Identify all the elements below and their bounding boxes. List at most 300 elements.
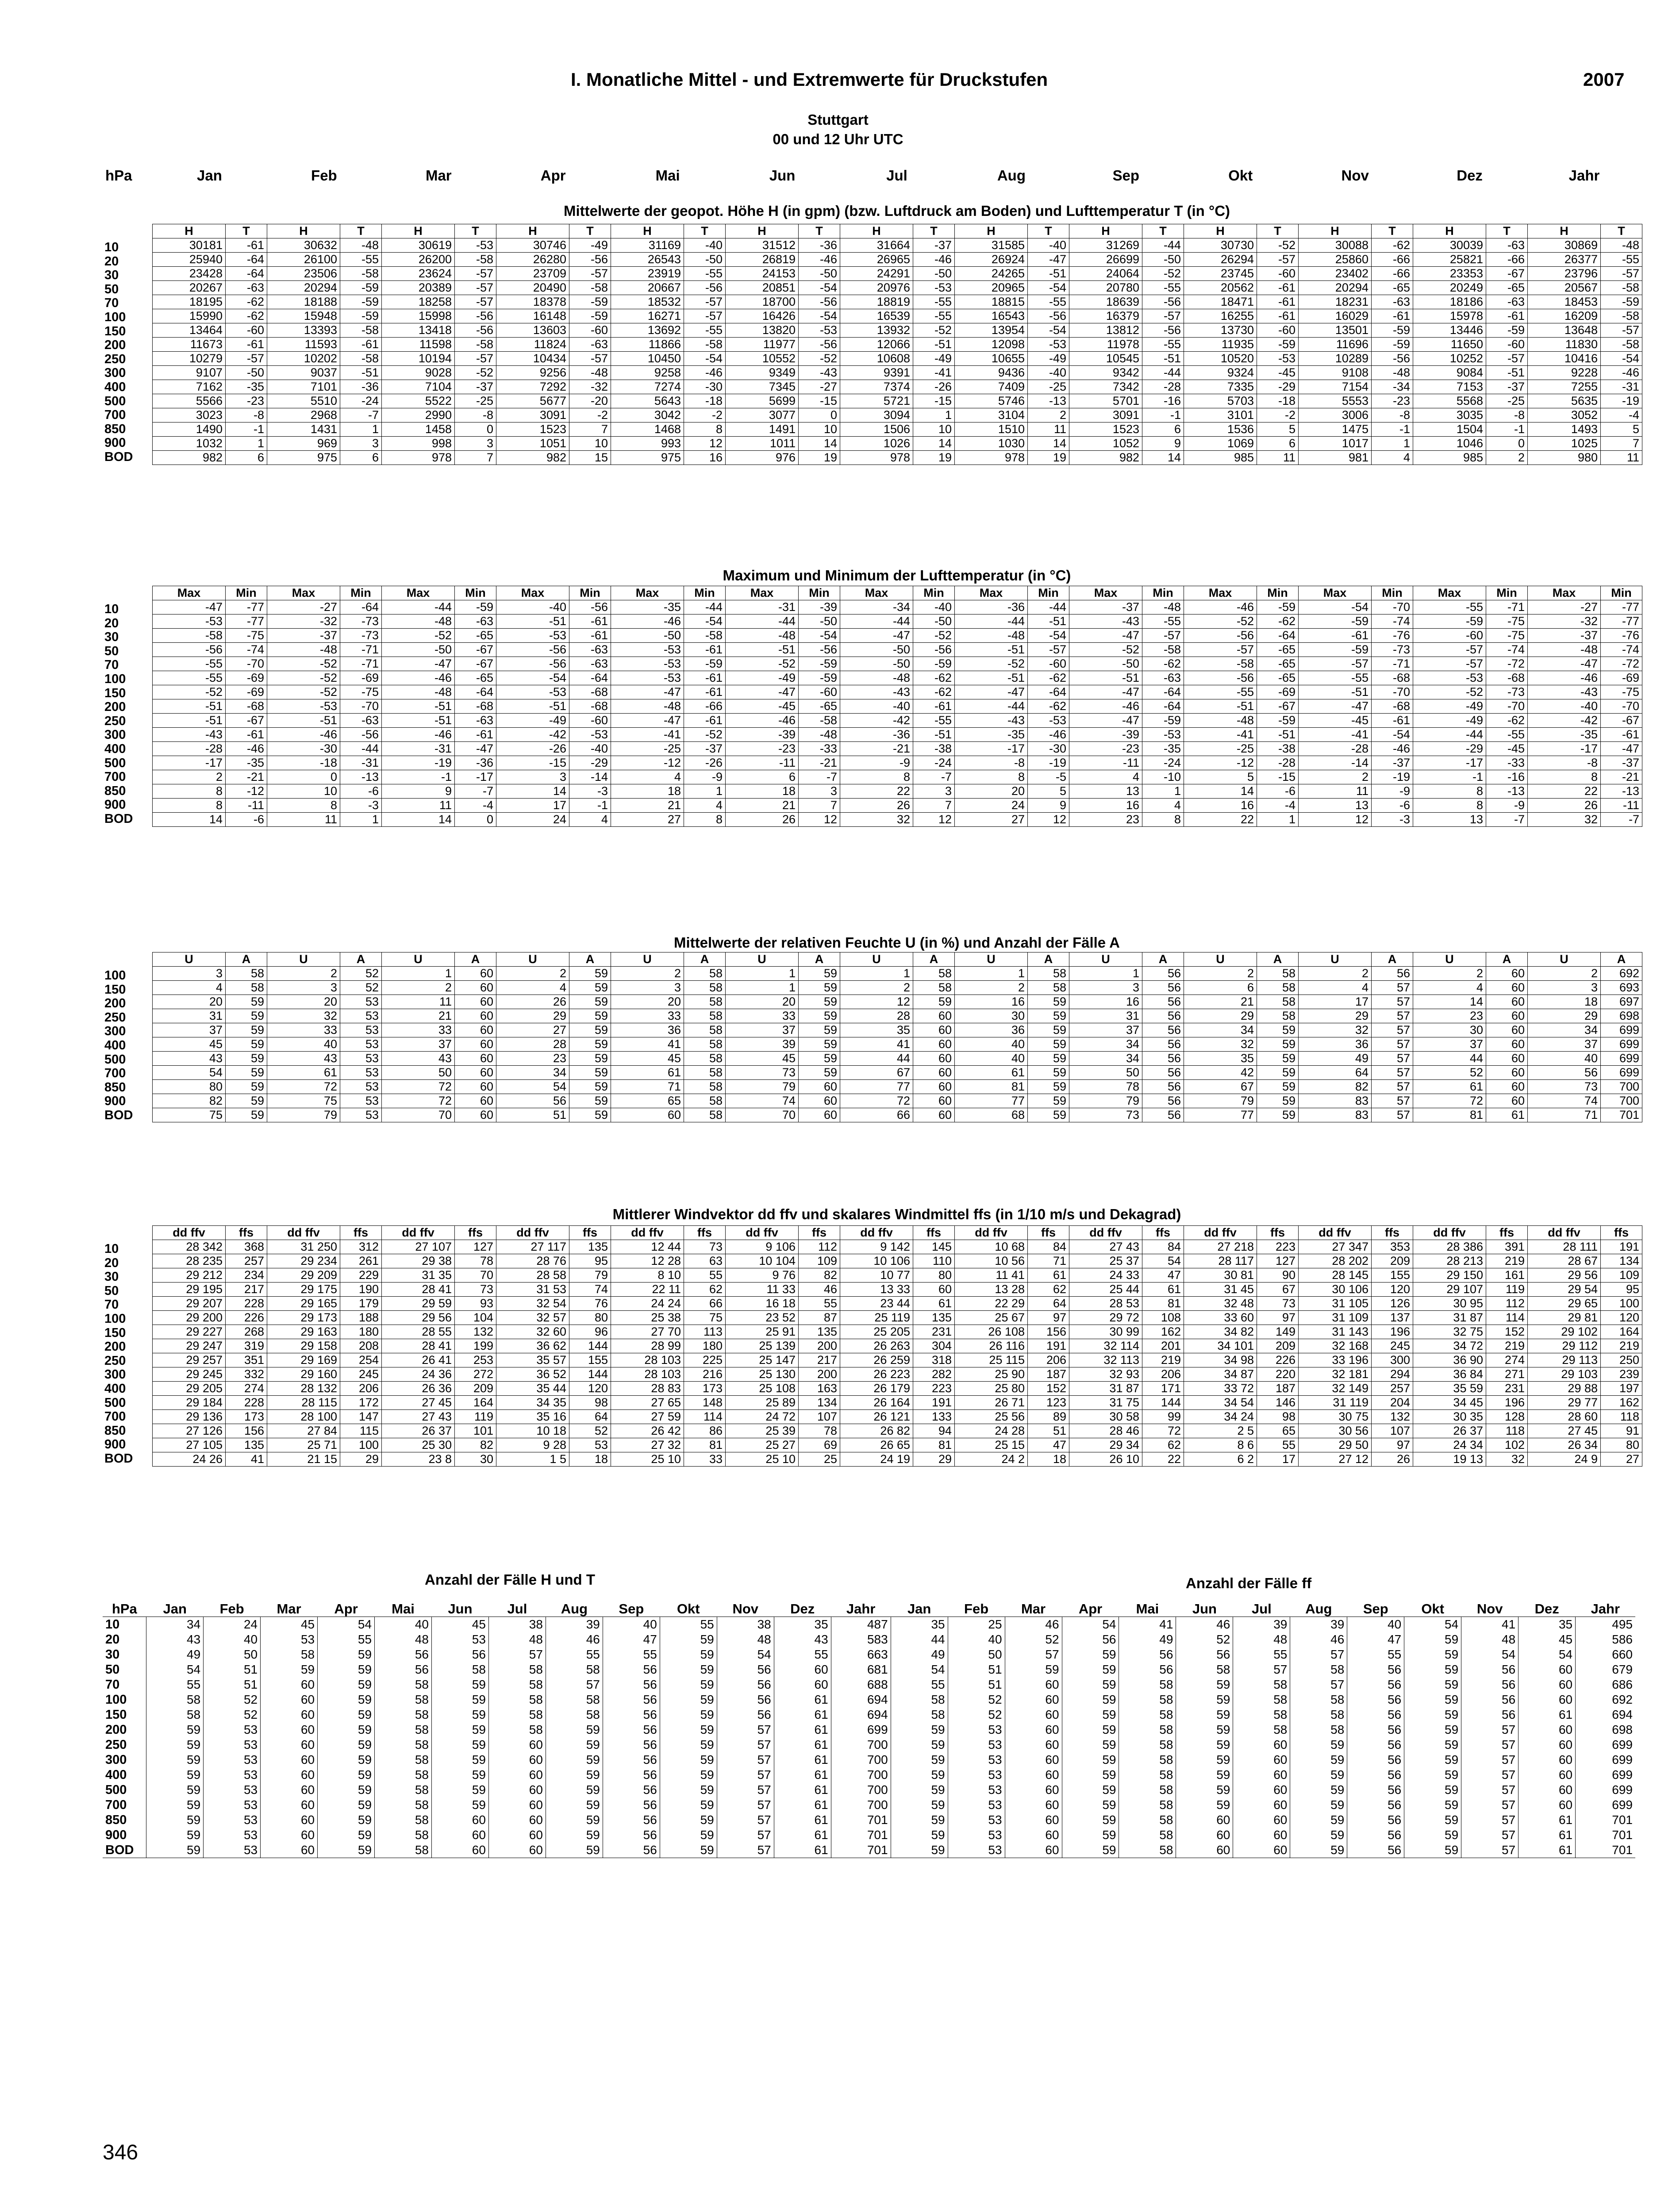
month-label: Jan [163, 1601, 187, 1617]
level-label: 400 [104, 1381, 126, 1396]
table-cell: 60 [1518, 1797, 1576, 1813]
table-cell: 35 44 [496, 1382, 569, 1396]
table-cell: -40 [1028, 366, 1069, 380]
table-cell: 982 [1069, 451, 1142, 465]
table-cell: 2968 [267, 408, 340, 422]
table-cell: 15948 [267, 309, 340, 323]
table-cell: 164 [455, 1396, 496, 1410]
table-cell: 25 205 [840, 1325, 913, 1339]
table-cell: -74 [1486, 643, 1528, 657]
table-cell: -51 [496, 699, 569, 714]
table-cell: -35 [611, 600, 684, 614]
table-cell: 701 [1576, 1843, 1635, 1858]
table-cell: -50 [611, 629, 684, 643]
table-cell: 91 [1601, 1424, 1642, 1438]
table-cell: 28 76 [496, 1254, 569, 1268]
table-cell: 59 [799, 1023, 840, 1037]
table-cell: 3035 [1413, 408, 1486, 422]
column-header: Max [726, 586, 799, 600]
table-cell: 1 [684, 784, 726, 799]
table-cell: -1 [1372, 422, 1413, 437]
table-cell: 59 [318, 1722, 375, 1737]
table-cell: 52 [204, 1692, 261, 1707]
table-cell: 234 [226, 1268, 267, 1283]
table-cell: 17 [496, 799, 569, 813]
table-cell: 56 [1347, 1813, 1404, 1828]
table-cell: -41 [1184, 728, 1257, 742]
level-label: 50 [105, 1663, 120, 1677]
table-cell: 1 [382, 967, 455, 981]
level-label: 500 [104, 756, 126, 770]
table-cell: 27 65 [611, 1396, 684, 1410]
table-cell: 30619 [382, 238, 455, 253]
column-header: dd ffv [153, 1226, 226, 1240]
table-cell: 81 [955, 1080, 1028, 1094]
table-cell: 1030 [955, 437, 1028, 451]
column-header: Max [1184, 586, 1257, 600]
table-cell: -24 [913, 756, 955, 770]
table-cell: -26 [684, 756, 726, 770]
table-cell: 51 [496, 1108, 569, 1122]
table-cell: 70 [455, 1268, 496, 1283]
table-cell: -52 [455, 366, 496, 380]
table-cell: -19 [382, 756, 455, 770]
table-cell: 8 [840, 770, 913, 784]
table-cell: -50 [1069, 657, 1142, 671]
table-cell: -8 [455, 408, 496, 422]
table-cell: 58 [375, 1752, 432, 1767]
month-label: Jahr [1568, 167, 1600, 184]
month-label: Jun [1192, 1601, 1217, 1617]
table-cell: -51 [1486, 366, 1528, 380]
table-cell: -13 [340, 770, 382, 784]
table-cell: 4 [153, 981, 226, 995]
table-cell: -23 [226, 394, 267, 408]
table-cell: -57 [1257, 253, 1299, 267]
table-cell: -55 [913, 295, 955, 309]
table-cell: 56 [1461, 1692, 1518, 1707]
table-cell: -19 [1372, 770, 1413, 784]
table-cell: -29 [1257, 380, 1299, 394]
table-cell: 59 [891, 1797, 948, 1813]
table-cell: 28 99 [611, 1339, 684, 1353]
table-cell: 79 [1069, 1094, 1142, 1108]
table-cell: -35 [226, 756, 267, 770]
table-cell: 239 [1601, 1367, 1642, 1382]
level-label: 150 [104, 1325, 126, 1340]
table-cell: 692 [1576, 1692, 1635, 1707]
table-cell: 29 [340, 1452, 382, 1467]
table-cell: 58 [684, 1009, 726, 1023]
table-cell: 77 [840, 1080, 913, 1094]
table-cell: -37 [267, 629, 340, 643]
table-cell: -49 [913, 352, 955, 366]
table-cell: 120 [1601, 1311, 1642, 1325]
table-cell: -52 [1413, 685, 1486, 699]
table-cell: 99 [1142, 1410, 1184, 1424]
column-header: H [611, 224, 684, 238]
table-cell: -17 [455, 770, 496, 784]
table-cell: 9037 [267, 366, 340, 380]
table-cell: 58 [1257, 981, 1299, 995]
table-cell: 693 [1601, 981, 1642, 995]
column-header: Max [611, 586, 684, 600]
table-cell: 35 [840, 1023, 913, 1037]
table-cell: 25 115 [955, 1353, 1028, 1367]
table-cell: 28 202 [1299, 1254, 1372, 1268]
table-cell: 3091 [1069, 408, 1142, 422]
table-cell: 59 [1028, 1009, 1069, 1023]
table-cell: 2 5 [1184, 1424, 1257, 1438]
table-cell: 209 [1257, 1339, 1299, 1353]
table-cell: -13 [1601, 784, 1642, 799]
table-cell: -15 [496, 756, 569, 770]
table-cell: -62 [1142, 657, 1184, 671]
table-cell: 59 [569, 1080, 611, 1094]
table-cell: 35 [774, 1617, 831, 1632]
table-row [153, 1311, 1642, 1325]
table-cell: 29 245 [153, 1367, 226, 1382]
table-cell: 28 235 [153, 1254, 226, 1268]
table-cell: 74 [569, 1283, 611, 1297]
table-cell: 53 [204, 1843, 261, 1858]
table-cell: 219 [1142, 1353, 1184, 1367]
table-cell: 8 [955, 770, 1028, 784]
table-cell: 58 [684, 981, 726, 995]
table-cell: 36 [611, 1023, 684, 1037]
level-label: 300 [104, 728, 126, 742]
table-cell: 59 [226, 1108, 267, 1122]
table-cell: 31 109 [1299, 1311, 1372, 1325]
table-cell: 45 [153, 1037, 226, 1052]
table-cell: 31 75 [1069, 1396, 1142, 1410]
table-cell: -60 [1486, 338, 1528, 352]
table-cell: 59 [1257, 1080, 1299, 1094]
table-cell: -54 [684, 352, 726, 366]
table-row [103, 1828, 1635, 1843]
month-label: Mar [425, 167, 452, 184]
table-cell: 60 [455, 981, 496, 995]
table-cell: -58 [1142, 643, 1184, 657]
table-cell: 191 [1601, 1240, 1642, 1254]
table-cell: 53 [204, 1828, 261, 1843]
table-cell: -60 [1028, 657, 1069, 671]
table-cell: 6 [1184, 981, 1257, 995]
table-cell: 18471 [1184, 295, 1257, 309]
table-cell: 59 [1176, 1722, 1233, 1737]
table-cell: 96 [569, 1325, 611, 1339]
table-cell: 13603 [496, 323, 569, 338]
table-cell: 4 [611, 770, 684, 784]
table-cell: 701 [1576, 1828, 1635, 1843]
table-cell: 27 45 [1528, 1424, 1601, 1438]
table-cell: 29 [1528, 1009, 1601, 1023]
table-cell: 23745 [1184, 267, 1257, 281]
table-cell: 59 [660, 1828, 717, 1843]
table-cell: 13692 [611, 323, 684, 338]
table-cell: 58 [375, 1797, 432, 1813]
table-cell: 7 [913, 799, 955, 813]
column-header: H [1184, 224, 1257, 238]
column-header: T [1257, 224, 1299, 238]
table-cell: 70 [382, 1108, 455, 1122]
table-cell: 29 [1299, 1009, 1372, 1023]
table-cell: -41 [1299, 728, 1372, 742]
table-cell: 90 [1257, 1268, 1299, 1283]
level-label: 700 [104, 770, 126, 784]
table-cell: 60 [432, 1828, 489, 1843]
table-cell: 24 [496, 813, 569, 827]
table-row [153, 451, 1642, 465]
column-header: A [1028, 952, 1069, 967]
table-cell: 59 [660, 1722, 717, 1737]
month-label: Apr [334, 1601, 358, 1617]
page-number: 346 [103, 2141, 138, 2164]
table-cell: -75 [1486, 614, 1528, 629]
table-cell: 245 [1372, 1339, 1413, 1353]
table-cell: -61 [226, 728, 267, 742]
column-header: H [1299, 224, 1372, 238]
month-label: Nov [1341, 167, 1369, 184]
table-cell: 34 87 [1184, 1367, 1257, 1382]
table-cell: -1 [382, 770, 455, 784]
table-cell: 59 [1028, 1023, 1069, 1037]
table-cell: -59 [1257, 338, 1299, 352]
table-cell: 1490 [153, 422, 226, 437]
table-cell: 40 [267, 1037, 340, 1052]
column-header: Max [1069, 586, 1142, 600]
table-cell: 41 [1119, 1617, 1176, 1632]
table-cell: 59 [146, 1828, 204, 1843]
table-cell: -37 [913, 238, 955, 253]
table-cell: 32 114 [1069, 1339, 1142, 1353]
table-cell: 56 [1142, 967, 1184, 981]
table-cell: 59 [1257, 1037, 1299, 1052]
wind-table [152, 1225, 1642, 1467]
table-cell: -54 [1028, 281, 1069, 295]
table-row [153, 728, 1642, 742]
table-cell: 26 164 [840, 1396, 913, 1410]
table-cell: 11593 [267, 338, 340, 352]
table-cell: 59 [660, 1813, 717, 1828]
table-cell: 29 88 [1528, 1382, 1601, 1396]
table-cell: -77 [226, 600, 267, 614]
table-cell: 13 [1413, 813, 1486, 827]
table-cell: 35 16 [496, 1410, 569, 1424]
table-cell: 7342 [1069, 380, 1142, 394]
table-cell: 978 [840, 451, 913, 465]
table-cell: 57 [717, 1797, 774, 1813]
table-cell: -60 [226, 323, 267, 338]
table-cell: 59 [546, 1752, 603, 1767]
table-cell: 30 [1413, 1023, 1486, 1037]
table-cell: 61 [611, 1066, 684, 1080]
table-cell: 59 [546, 1843, 603, 1858]
table-cell: 47 [1028, 1438, 1069, 1452]
table-cell: -32 [267, 614, 340, 629]
table-cell: -40 [684, 238, 726, 253]
table-cell: -65 [455, 629, 496, 643]
table-cell: 1523 [1069, 422, 1142, 437]
table-cell: -21 [840, 742, 913, 756]
table-cell: -2 [1257, 408, 1299, 422]
table-cell: -53 [611, 643, 684, 657]
table-cell: 10 77 [840, 1268, 913, 1283]
table-cell: 9349 [726, 366, 799, 380]
table-cell: -68 [226, 699, 267, 714]
table-cell: 59 [226, 1037, 267, 1052]
table-cell: 58 [684, 1066, 726, 1080]
table-row [153, 1254, 1642, 1268]
table-cell: -77 [226, 614, 267, 629]
table-cell: 56 [1347, 1782, 1404, 1797]
table-cell: 55 [1257, 1438, 1299, 1452]
level-labels [104, 241, 133, 465]
table-cell: 26 71 [955, 1396, 1028, 1410]
table-cell: 53 [340, 1009, 382, 1023]
table-cell: 32 149 [1299, 1382, 1372, 1396]
table-cell: 56 [1142, 1080, 1184, 1094]
column-header: U [267, 952, 340, 967]
table-cell: 3042 [611, 408, 684, 422]
table-cell: 60 [1233, 1797, 1290, 1813]
table-cell: -1 [1486, 422, 1528, 437]
table-cell: 60 [455, 1023, 496, 1037]
table-cell: 114 [1486, 1311, 1528, 1325]
table-cell: 2 [611, 967, 684, 981]
table-cell: 1 [726, 981, 799, 995]
table-cell: 55 [891, 1677, 948, 1692]
table-cell: 75 [267, 1094, 340, 1108]
table-cell: -58 [340, 323, 382, 338]
table-cell: 59 [891, 1782, 948, 1797]
table-cell: 26 41 [382, 1353, 455, 1367]
level-label: 900 [104, 1094, 126, 1109]
table-cell: 61 [774, 1692, 831, 1707]
table-cell: 13932 [840, 323, 913, 338]
level-label: 400 [104, 380, 126, 394]
table-cell: 54 [496, 1080, 569, 1094]
table-row [153, 995, 1642, 1009]
table-cell: 60 [799, 1108, 840, 1122]
table-cell: 23624 [382, 267, 455, 281]
table-cell: 60 [1518, 1677, 1576, 1692]
table-cell: 487 [831, 1617, 891, 1632]
table-cell: -48 [1184, 714, 1257, 728]
table-cell: 60 [261, 1707, 318, 1722]
table-cell: 53 [948, 1782, 1005, 1797]
table-cell: 5699 [726, 394, 799, 408]
table-cell: -1 [569, 799, 611, 813]
table-cell: 3 [340, 437, 382, 451]
table-cell: 59 [799, 1009, 840, 1023]
table-cell: 23353 [1413, 267, 1486, 281]
table-cell: 60 [1005, 1843, 1062, 1858]
table-cell: 60 [455, 1094, 496, 1108]
table-cell: 11935 [1184, 338, 1257, 352]
table-cell: 35 [891, 1617, 948, 1632]
month-label: Jun [448, 1601, 473, 1617]
table-cell: 60 [1518, 1767, 1576, 1782]
table-cell: -55 [913, 309, 955, 323]
table-cell: 32 [1299, 1023, 1372, 1037]
table-cell: -21 [226, 770, 267, 784]
table-cell: 16539 [840, 309, 913, 323]
table-cell: 118 [1486, 1424, 1528, 1438]
table-cell: 206 [1142, 1367, 1184, 1382]
table-cell: 59 [1404, 1843, 1461, 1858]
table-cell: 700 [831, 1752, 891, 1767]
table-cell: -63 [1486, 238, 1528, 253]
table-cell: 7 [1601, 437, 1642, 451]
table-cell: 28 213 [1413, 1254, 1486, 1268]
table-cell: 5643 [611, 394, 684, 408]
table-cell: 5553 [1299, 394, 1372, 408]
table-cell: 28 145 [1299, 1268, 1372, 1283]
table-cell: 26294 [1184, 253, 1257, 267]
table-cell: -56 [1142, 295, 1184, 309]
column-header: Max [382, 586, 455, 600]
table-cell: 56 [1142, 1009, 1184, 1023]
table-cell: 22 [840, 784, 913, 799]
table-cell: 34 [496, 1066, 569, 1080]
level-label: 850 [104, 1423, 126, 1438]
table-cell: 18 [611, 784, 684, 799]
table-cell: 56 [603, 1722, 660, 1737]
table-cell: 318 [913, 1353, 955, 1367]
table-cell: 33 72 [1184, 1382, 1257, 1396]
table-cell: -63 [569, 657, 611, 671]
table-cell: -8 [1372, 408, 1413, 422]
table-cell: 18453 [1528, 295, 1601, 309]
table-cell: 60 [1005, 1752, 1062, 1767]
table-cell: 25 10 [611, 1452, 684, 1467]
table-cell: -56 [496, 657, 569, 671]
table-cell: 72 [1413, 1094, 1486, 1108]
table-cell: 59 [1062, 1647, 1119, 1662]
table-cell: 59 [660, 1782, 717, 1797]
table-cell: 58 [1233, 1692, 1290, 1707]
table-cell: 60 [1486, 967, 1528, 981]
table-cell: 58 [546, 1662, 603, 1677]
table-cell: 7255 [1528, 380, 1601, 394]
table-cell: 52 [1005, 1632, 1062, 1647]
table-cell: 5 [1184, 770, 1257, 784]
table-cell: -55 [1601, 253, 1642, 267]
table-cell: -64 [340, 600, 382, 614]
table-cell: -56 [799, 338, 840, 352]
table-cell: -26 [496, 742, 569, 756]
table-cell: 8 [153, 799, 226, 813]
table-cell: -47 [1528, 657, 1601, 671]
table-cell: 969 [267, 437, 340, 451]
table-cell: 57 [1372, 1037, 1413, 1052]
table-cell: 59 [1290, 1767, 1347, 1782]
column-header: ffs [799, 1226, 840, 1240]
table-cell: 60 [455, 995, 496, 1009]
table-cell: 31 119 [1299, 1396, 1372, 1410]
level-label: 200 [104, 700, 126, 714]
table-cell: -46 [611, 614, 684, 629]
table-cell: 83 [1299, 1094, 1372, 1108]
table-cell: 60 [913, 1094, 955, 1108]
table-cell: 11 [1257, 451, 1299, 465]
table-cell: 13464 [153, 323, 226, 338]
table-cell: -47 [1069, 685, 1142, 699]
column-header: ffs [455, 1226, 496, 1240]
table-cell: -46 [382, 671, 455, 685]
level-label: 250 [104, 1010, 126, 1025]
